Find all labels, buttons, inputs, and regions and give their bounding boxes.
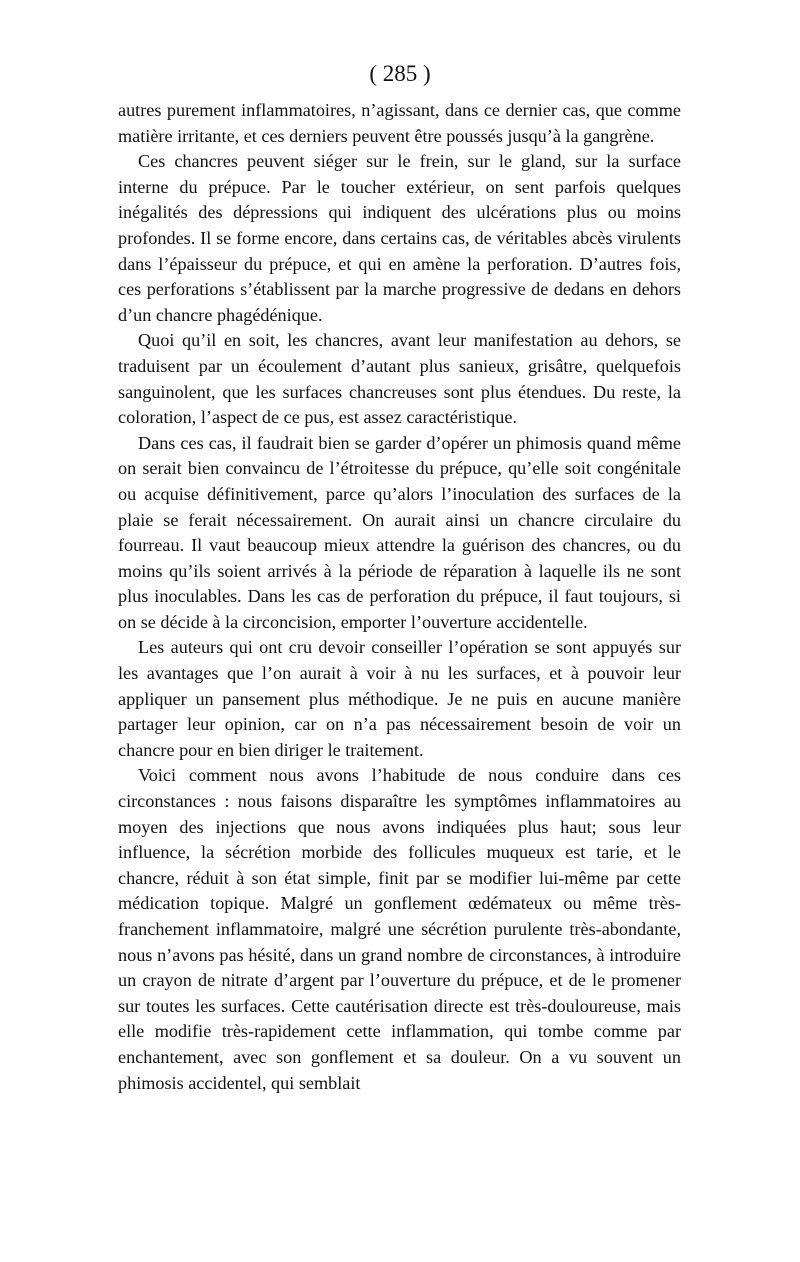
paragraph-4: Dans ces cas, il faudrait bien se garder d’opérer un phimosis quand même on serait bien convaincu de l’étroitesse du prépuce, qu’elle soit congénitale ou acquise définitivement, parce qu’alors l’inoculation des surfaces de la plaie se ferait nécessairement. On aurait ainsi un chancre circulaire du fourreau. Il vaut beaucoup mieux attendre la guérison des chancres, ou du moins qu’ils soient arrivés à la période de réparation à laquelle ils ne sont plus inoculables. Dans les cas de perforation du prépuce, il faut toujours, si on se décide à la circoncision, emporter l’ouverture accidentelle. — [118, 432, 681, 632]
paragraph-6: Voici comment nous avons l’habitude de nous conduire dans ces circonstances : nous faisons disparaître les symptômes inflammatoires au moyen des injections que nous avons indiquées plus haut; sous leur influence, la sécrétion morbide des follicules muqueux est tarie, et le chancre, réduit à son état simple, finit par se modifier lui-même par cette médication topique. Malgré un gonflement œdémateux ou même très-franchement inflammatoire, malgré une sécrétion purulente très-abondante, nous n’avons pas hésité, dans un grand nombre de circonstances, à introduire un crayon de nitrate d’argent par l’ouverture du prépuce, et de le promener sur toutes les surfaces. Cette cautérisation directe est très-douloureuse, mais elle modifie très-rapidement cette inflammation, qui tombe comme par enchantement, avec son gonflement et sa douleur. On a vu souvent un phimosis accidentel, qui semblait — [118, 765, 681, 1093]
paragraph-2: Ces chancres peuvent siéger sur le frein, sur le gland, sur la surface interne du prépuce. Par le toucher extérieur, on sent parfois quelques inégalités des dépressions qui indiquent des ulcérations plus ou moins profondes. Il se forme encore, dans certains cas, de véritables abcès virulents dans l’épaisseur du prépuce, et qui en amène la perforation. D’autres fois, ces perforations s’établissent par la marche progressive de dedans en dehors d’un chancre phagédénique. — [118, 151, 681, 325]
paragraph-3: Quoi qu’il en soit, les chancres, avant leur manifestation au dehors, se traduisent par un écoulement d’autant plus sanieux, grisâtre, quelquefois sanguinolent, que les surfaces chancreuses sont plus étendues. Du reste, la coloration, l’aspect de ce pus, est assez caractéristique. — [118, 330, 681, 428]
body-text — [118, 98, 681, 1096]
paragraph-5: Les auteurs qui ont cru devoir conseiller l’opération se sont appuyés sur les avantages que l’on aurait à voir à nu les surfaces, et à pouvoir leur appliquer un pansement plus méthodique. Je ne puis en aucune manière partager leur opinion, car on n’a pas nécessairement besoin de voir un chancre pour en bien diriger le traitement. — [118, 637, 681, 760]
page-number: ( 285 ) — [369, 61, 431, 86]
paragraph-1: autres purement inflammatoires, n’agissant, dans ce dernier cas, que comme matière irritante, et ces derniers peuvent être poussés jusqu’à la gangrène. — [118, 100, 681, 146]
